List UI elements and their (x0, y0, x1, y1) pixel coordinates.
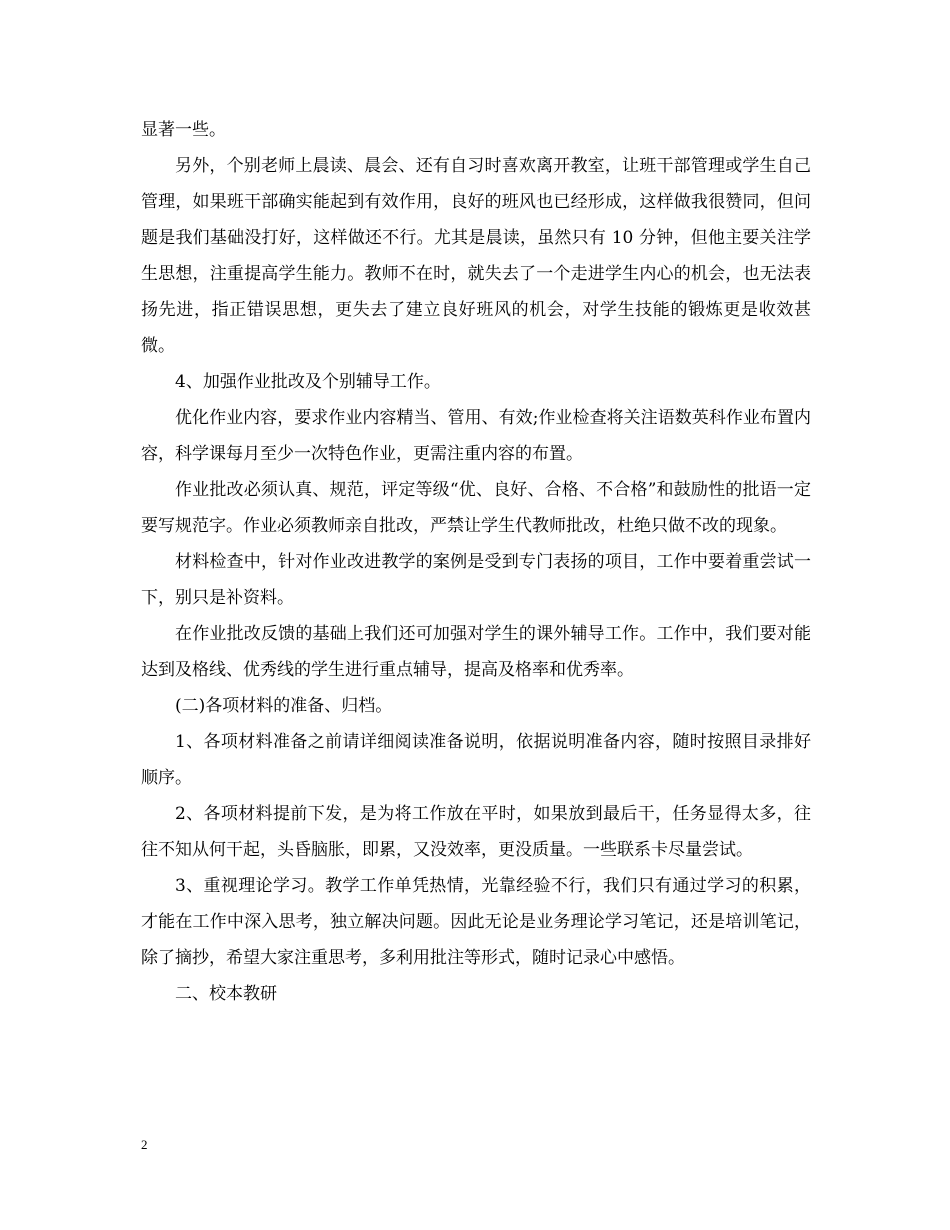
paragraph: 2、各项材料提前下发，是为将工作放在平时，如果放到最后干，任务显得太多，往往不知从何干起，头昏脑胀，即累，又没效率，更没质量。一些联系卡尽量尝试。 (141, 804, 811, 860)
paragraph: 在作业批改反馈的基础上我们还可加强对学生的课外辅导工作。工作中，我们要对能达到及格线、优秀线的学生进行重点辅导，提高及格率和优秀率。 (141, 624, 811, 680)
section-heading: 二、校本教研 (175, 984, 277, 1004)
paragraph: 显著一些。 (141, 120, 226, 140)
section-heading: 4、加强作业批改及个别辅导工作。 (175, 372, 441, 392)
section-heading: (二)各项材料的准备、归档。 (175, 696, 393, 716)
paragraph: 另外，个别老师上晨读、晨会、还有自习时喜欢离开教室，让班干部管理或学生自己管理，如果班干部确实能起到有效作用，良好的班风也已经形成，这样做我很赞同，但问题是我们基础没打好，这样做还不行。尤其是晨读，虽然只有 10 分钟，但他主要关注学生思想，注重提高学生能力。教师不在时，就失去了一个走进学生内心的机会，也无法表扬先进，指正错误思想，更失去了建立良好班风的机会，对学生技能的锻炼更是收效甚微。 (141, 156, 811, 356)
document-body (141, 112, 811, 1012)
paragraph: 作业批改必须认真、规范，评定等级“优、良好、合格、不合格”和鼓励性的批语一定要写规范字。作业必须教师亲自批改，严禁让学生代教师批改，杜绝只做不改的现象。 (141, 480, 811, 536)
page-number: 2 (141, 1137, 148, 1152)
paragraph: 1、各项材料准备之前请详细阅读准备说明，依据说明准备内容，随时按照目录排好顺序。 (141, 732, 811, 788)
paragraph: 优化作业内容，要求作业内容精当、管用、有效;作业检查将关注语数英科作业布置内容，科学课每月至少一次特色作业，更需注重内容的布置。 (141, 408, 811, 464)
paragraph: 3、重视理论学习。教学工作单凭热情，光靠经验不行，我们只有通过学习的积累，才能在工作中深入思考，独立解决问题。因此无论是业务理论学习笔记，还是培训笔记，除了摘抄，希望大家注重思考，多利用批注等形式，随时记录心中感悟。 (141, 876, 811, 968)
paragraph: 材料检查中，针对作业改进教学的案例是受到专门表扬的项目，工作中要着重尝试一下，别只是补资料。 (141, 552, 811, 608)
